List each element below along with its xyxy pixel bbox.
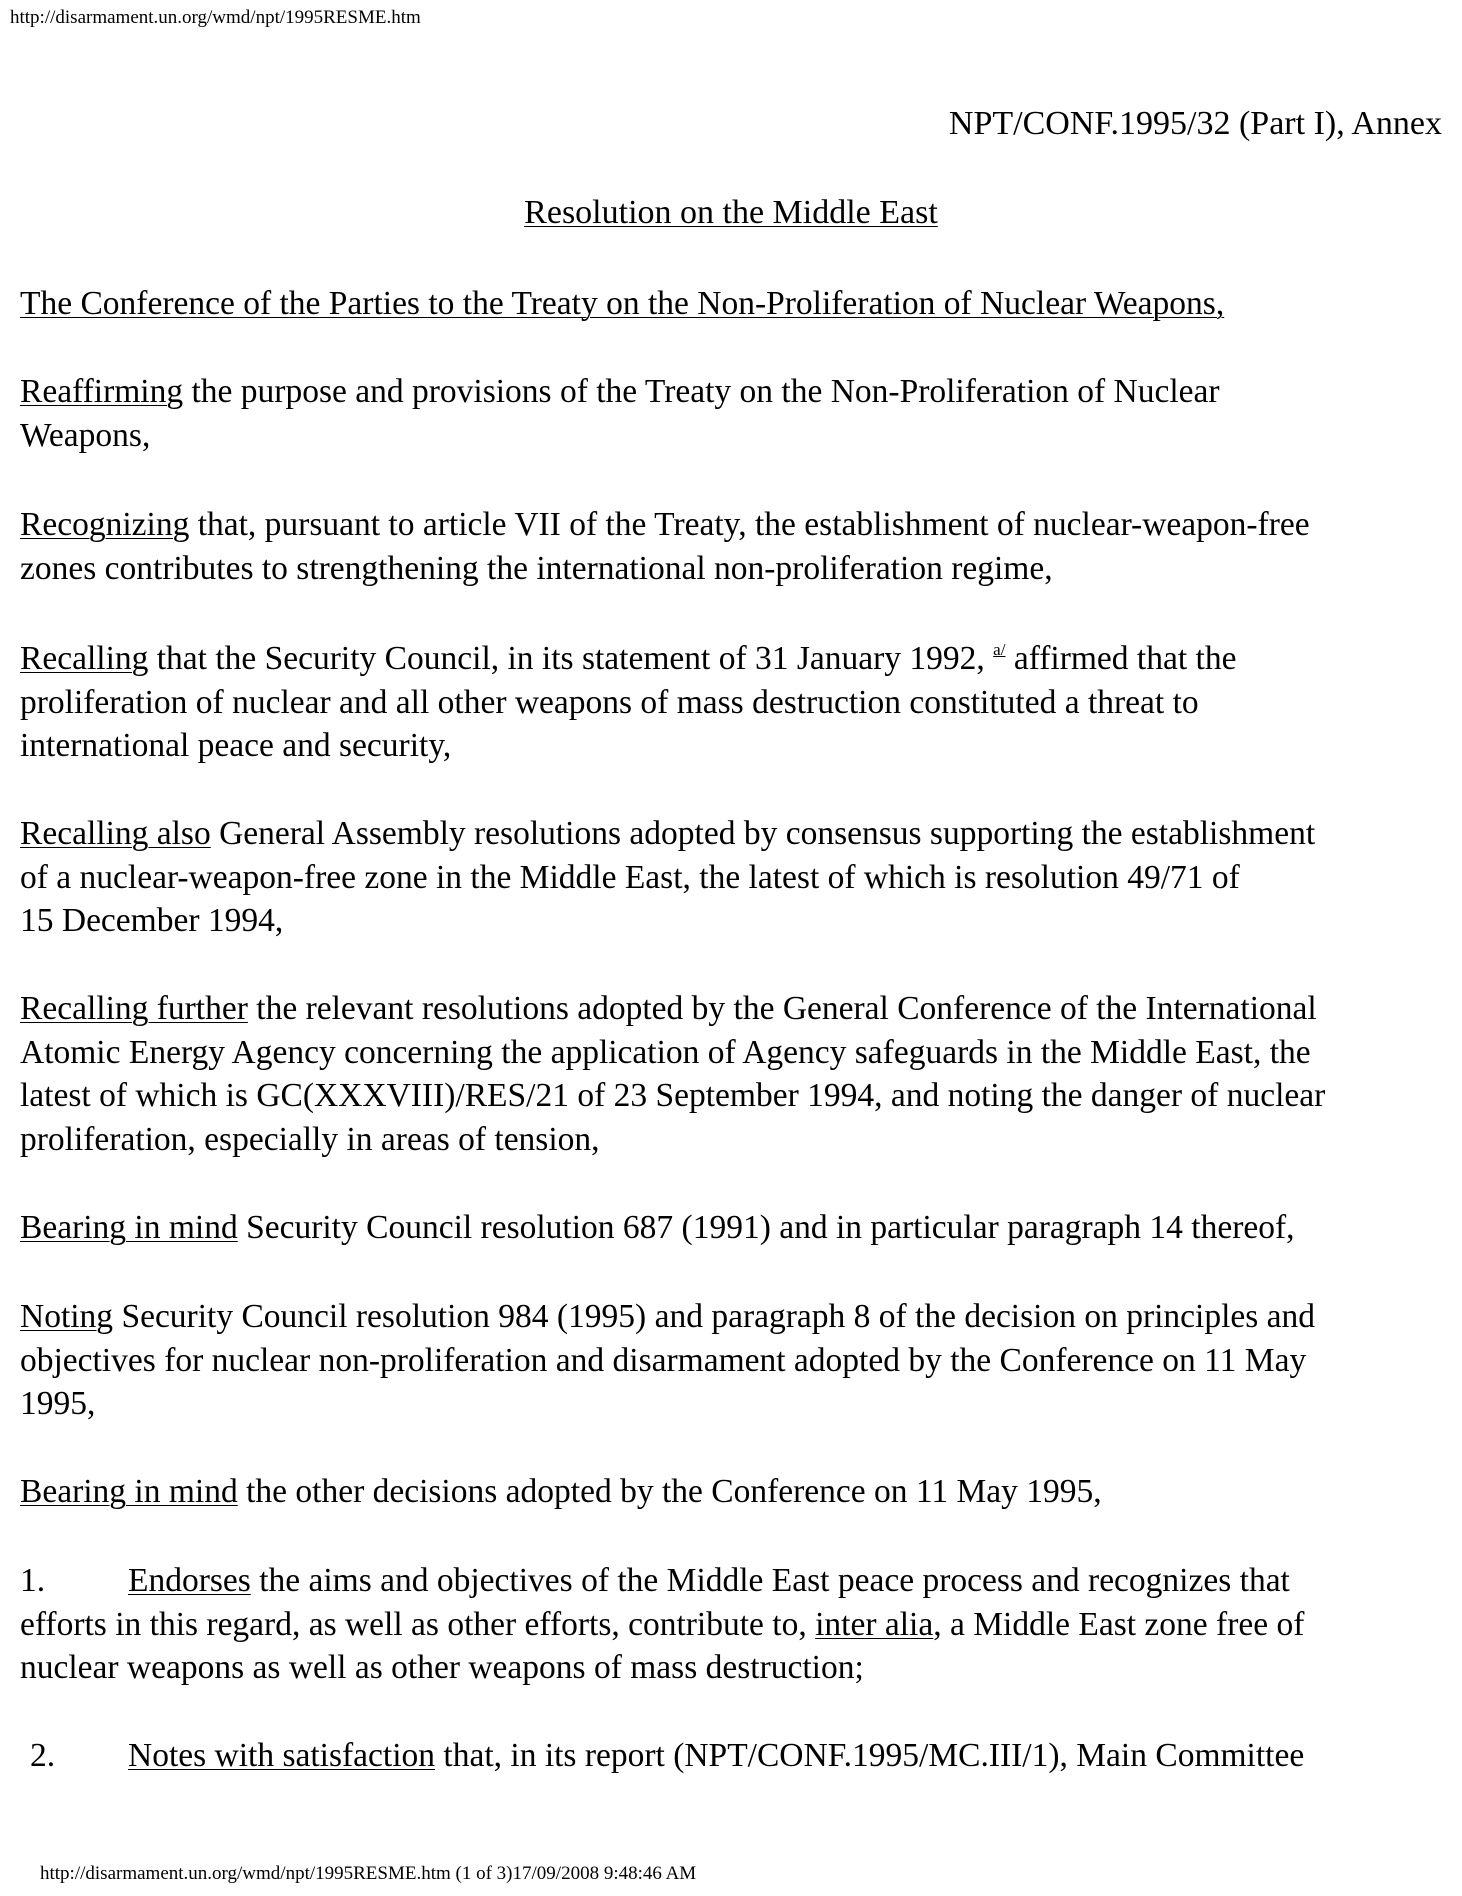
paragraph-text: objectives for nuclear non-proliferation and disarmament adopted by the Conference on 11 May <box>20 1341 1307 1379</box>
keyword: Recalling <box>20 640 149 677</box>
paragraph-text: General Assembly resolutions adopted by consensus supporting the establishment <box>210 815 1316 852</box>
paragraph-text: Weapons, <box>20 416 151 454</box>
paragraph-text: 15 December 1994, <box>20 902 284 939</box>
header-url: http://disarmament.un.org/wmd/npt/1995RESME.htm <box>10 7 421 28</box>
paragraph-text: the purpose and provisions of the Treaty on the Non-Proliferation of Nuclear <box>183 373 1220 410</box>
paragraph-text: that, pursuant to article VII of the Treaty, the establishment of nuclear-weapon-free <box>189 506 1310 543</box>
keyword: Reaffirming <box>20 373 184 410</box>
paragraph-text: the relevant resolutions adopted by the General Conference of the International <box>247 990 1317 1027</box>
document-symbol: NPT/CONF.1995/32 (Part I), Annex <box>948 105 1442 142</box>
preamble-paragraph-recalling-also <box>20 812 1445 943</box>
paragraph-text: proliferation of nuclear and all other weapons of mass destruction constituted a threat to <box>20 683 1199 721</box>
keyword: Endorses <box>128 1562 251 1599</box>
preamble-paragraph-recognizing <box>20 503 1445 590</box>
preamble-paragraph-recalling-further <box>20 987 1445 1161</box>
keyword: Recognizing <box>20 506 190 543</box>
paragraph-text: Security Council resolution 984 (1995) and paragraph 8 of the decision on principles and <box>113 1298 1316 1335</box>
preamble-paragraph-noting <box>20 1295 1445 1426</box>
paragraph-text: the other decisions adopted by the Conference on 11 May 1995, <box>237 1473 1102 1510</box>
paragraph-text: efforts in this regard, as well as other efforts, contribute to, <box>20 1605 816 1643</box>
preamble-paragraph-reaffirming <box>20 370 1445 457</box>
paragraph-text: that, in its report (NPT/CONF.1995/MC.III/1), Main Committee <box>435 1737 1305 1774</box>
operative-paragraph-1 <box>20 1559 1445 1690</box>
paragraph-text: proliferation, especially in areas of tension, <box>20 1120 600 1158</box>
document-title: Resolution on the Middle East <box>524 194 938 231</box>
paragraph-text: that the Security Council, in its statement of 31 January 1992, <box>148 640 994 677</box>
preamble-paragraph-bearing-in-mind <box>20 1206 1445 1250</box>
paragraph-text: nuclear weapons as well as other weapons of mass destruction; <box>20 1649 864 1686</box>
keyword: Recalling also <box>20 815 211 852</box>
paragraph-text: of a nuclear-weapon-free zone in the Middle East, the latest of which is resolution 49/71 of <box>20 858 1240 896</box>
intro-text: The Conference of the Parties to the Treaty on the Non-Proliferation of Nuclear Weapons, <box>20 285 1225 322</box>
paragraph-text: , a Middle East zone free of <box>933 1605 1305 1643</box>
paragraph-number: 1. <box>20 1562 46 1599</box>
latin-term: inter alia <box>815 1605 934 1643</box>
footer-url-info: http://disarmament.un.org/wmd/npt/1995RESME.htm (1 of 3)17/09/2008 9:48:46 AM <box>40 1863 697 1884</box>
paragraph-text: zones contributes to strengthening the international non-proliferation regime, <box>20 549 1053 587</box>
operative-paragraph-2 <box>30 1734 1455 1778</box>
keyword: Recalling further <box>20 990 248 1027</box>
paragraph-text: Atomic Energy Agency concerning the application of Agency safeguards in the Middle East, the <box>20 1033 1311 1071</box>
preamble-paragraph-bearing-in-mind-other <box>20 1470 1445 1514</box>
paragraph-text: latest of which is GC(XXXVIII)/RES/21 of 23 September 1994, and noting the danger of nuclear <box>20 1077 1326 1114</box>
paragraph-text: international peace and security, <box>20 727 452 764</box>
keyword: Noting <box>20 1298 114 1335</box>
intro-paragraph <box>20 282 1445 326</box>
keyword: Bearing in mind <box>20 1473 238 1510</box>
preamble-paragraph-recalling <box>20 637 1445 768</box>
footnote-reference[interactable]: a/ <box>993 640 1006 659</box>
paragraph-text: the aims and objectives of the Middle East peace process and recognizes that <box>250 1562 1290 1599</box>
paragraph-text: Security Council resolution 687 (1991) and in particular paragraph 14 thereof, <box>237 1209 1295 1246</box>
keyword: Bearing in mind <box>20 1209 238 1246</box>
paragraph-text: affirmed that the <box>1005 640 1237 677</box>
paragraph-text: 1995, <box>20 1385 96 1422</box>
paragraph-number: 2. <box>30 1737 56 1774</box>
keyword: Notes with satisfaction <box>128 1737 436 1774</box>
